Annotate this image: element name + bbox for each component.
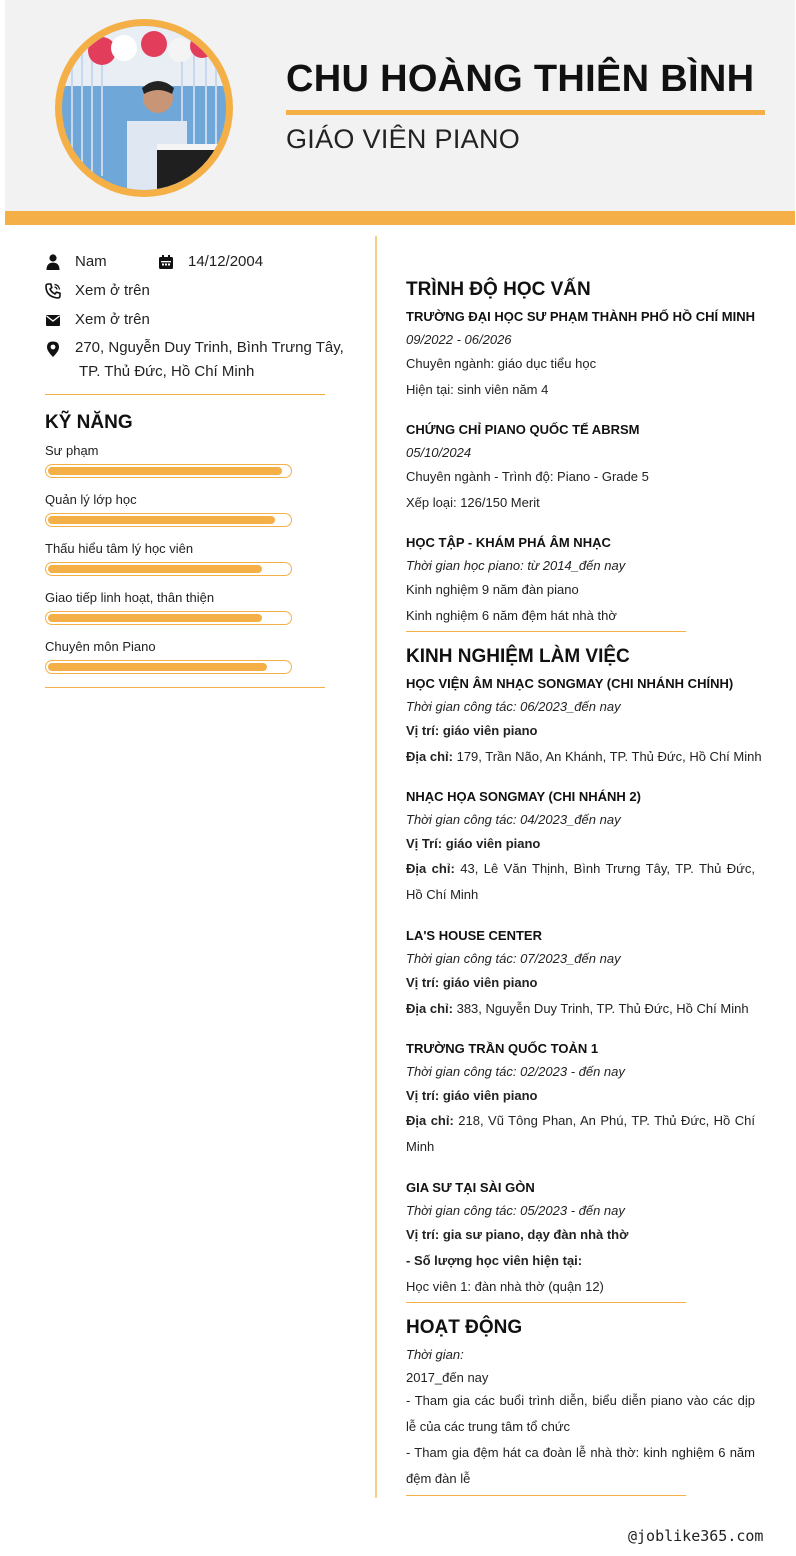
skill-name: Sư phạm [45,443,99,458]
activity-item: - Tham gia đệm hát ca đoàn lễ nhà thờ: kinh nghiệm 6 năm đệm đàn lễ [406,1445,755,1486]
position-value: giáo viên piano [442,723,538,738]
education-item-detail: Xếp loại: 126/150 Merit [406,495,540,510]
skill-bar-fill [48,663,267,671]
header-accent-bar [5,211,795,225]
position-label: Vị trí: [406,1088,440,1103]
phone-icon [45,283,61,299]
experience-item-position [406,1088,537,1103]
skills-divider [45,687,325,688]
skill-bar-fill [48,614,262,622]
address-value: 218, Vũ Tông Phan, An Phú, TP. Thủ Đức, Hồ Chí Minh [406,1113,755,1154]
experience-item-address [406,1001,749,1016]
phone-row [45,282,150,299]
education-item-time: 05/10/2024 [406,445,472,460]
person-icon [45,254,61,270]
birthday-value: 14/12/2004 [188,253,264,270]
position-label: Vị trí: [406,1227,440,1242]
email-value: Xem ở trên [75,311,150,328]
address-value: 43, Lê Văn Thịnh, Bình Trưng Tây, TP. Thủ Đức, Hồ Chí Minh [406,861,755,902]
education-divider [406,631,686,632]
phone-value: Xem ở trên [75,282,150,299]
skill-bar [45,464,292,478]
contact-divider [45,394,325,395]
address-block [75,336,344,384]
experience-item-address [406,1108,755,1160]
skill-name: Giao tiếp linh hoạt, thân thiện [45,590,215,605]
address-label: Địa chỉ: [406,1113,454,1128]
experience-item-address [406,856,755,908]
experience-item-title: TRƯỜNG TRẦN QUỐC TOẢN 1 [406,1041,599,1056]
experience-item-position [406,836,540,851]
education-item-title: HỌC TẬP - KHÁM PHÁ ÂM NHẠC [406,535,611,550]
calendar-icon [158,254,174,270]
experience-item-address [406,749,762,764]
skill-bar [45,660,292,674]
address-row [45,340,344,384]
position-value: giáo viên piano [442,1088,538,1103]
education-title: TRÌNH ĐỘ HỌC VẤN [406,279,591,300]
experience-item-time: Thời gian công tác: 02/2023 - đến nay [406,1064,625,1079]
experience-item-time: Thời gian công tác: 07/2023_đến nay [406,951,621,966]
skill-bar-fill [48,516,275,524]
mail-icon [45,312,61,328]
activity-item: - Tham gia các buổi trình diễn, biểu diễn piano vào các dịp lễ của các trung tâm tổ chức [406,1393,755,1434]
address-value: 383, Nguyễn Duy Trinh, TP. Thủ Đức, Hồ Chí Minh [456,1001,749,1016]
skill-bar-fill [48,565,262,573]
education-item-title: TRƯỜNG ĐẠI HỌC SƯ PHẠM THÀNH PHỐ HỒ CHÍ MINH [406,309,755,324]
experience-item-time: Thời gian công tác: 05/2023 - đến nay [406,1203,625,1218]
avatar [55,19,233,197]
education-item-detail: Chuyên ngành: giáo dục tiểu học [406,356,597,371]
job-title: GIÁO VIÊN PIANO [286,124,521,154]
column-divider [375,236,377,1498]
skill-bar-fill [48,467,282,475]
skill-bar [45,513,292,527]
address-line-2: TP. Thủ Đức, Hồ Chí Minh [79,363,255,380]
address-label: Địa chỉ: [406,861,455,876]
watermark: @joblike365.com [628,1527,764,1545]
education-item-detail: Kinh nghiệm 6 năm đệm hát nhà thờ [406,608,617,623]
education-item-detail: Hiện tại: sinh viên năm 4 [406,382,549,397]
position-value: giáo viên piano [442,975,538,990]
address-label: Địa chỉ: [406,1001,453,1016]
avatar-photo [62,26,226,190]
experience-title: KINH NGHIỆM LÀM VIỆC [406,646,630,667]
address-line-1: 270, Nguyễn Duy Trinh, Bình Trưng Tây, [75,339,344,356]
gender-value: Nam [75,253,107,270]
skill-name: Quản lý lớp học [45,492,137,507]
gender-row [45,253,107,270]
experience-item-position [406,1227,628,1242]
experience-item-position [406,723,537,738]
location-pin-icon [45,341,61,357]
skill-bar [45,611,292,625]
education-item-time: 09/2022 - 06/2026 [406,332,512,347]
experience-item-time: Thời gian công tác: 04/2023_đến nay [406,812,621,827]
activities-divider [406,1495,686,1496]
experience-students-value: Học viên 1: đàn nhà thờ (quận 12) [406,1279,604,1294]
name-underline [286,110,765,115]
skills-title: KỸ NĂNG [45,412,133,433]
birthday-row [158,253,263,270]
education-item-title: CHỨNG CHỈ PIANO QUỐC TẾ ABRSM [406,422,640,437]
education-item-time: Thời gian học piano: từ 2014_đến nay [406,558,626,573]
experience-item-title: NHẠC HỌA SONGMAY (CHI NHÁNH 2) [406,789,641,804]
position-label: Vị Trí: [406,836,443,851]
activities-time: 2017_đến nay [406,1370,489,1385]
candidate-name: CHU HOÀNG THIÊN BÌNH [286,58,755,100]
experience-divider [406,1302,686,1303]
skill-name: Chuyên môn Piano [45,639,156,654]
experience-item-position [406,975,537,990]
activities-title: HOẠT ĐỘNG [406,1317,523,1338]
skill-name: Thấu hiểu tâm lý học viên [45,541,194,556]
education-item-detail: Chuyên ngành - Trình độ: Piano - Grade 5 [406,469,649,484]
experience-item-title: HỌC VIỆN ÂM NHẠC SONGMAY (CHI NHÁNH CHÍNH) [406,676,734,691]
activities-time-label: Thời gian: [406,1347,464,1362]
experience-item-title: GIA SƯ TẠI SÀI GÒN [406,1180,535,1195]
experience-item-title: LA'S HOUSE CENTER [406,928,542,943]
experience-students-label [406,1253,582,1268]
email-row [45,311,150,328]
position-label: Vị trí: [406,975,440,990]
skill-bar [45,562,292,576]
students-label: - Số lượng học viên hiện tại: [406,1253,583,1268]
position-value: gia sư piano, dạy đàn nhà thờ [442,1227,629,1242]
position-label: Vị trí: [406,723,440,738]
address-value: 179, Trần Não, An Khánh, TP. Thủ Đức, Hồ Chí Minh [456,749,762,764]
address-label: Địa chỉ: [406,749,453,764]
experience-item-time: Thời gian công tác: 06/2023_đến nay [406,699,621,714]
education-item-detail: Kinh nghiệm 9 năm đàn piano [406,582,579,597]
position-value: giáo viên piano [445,836,541,851]
